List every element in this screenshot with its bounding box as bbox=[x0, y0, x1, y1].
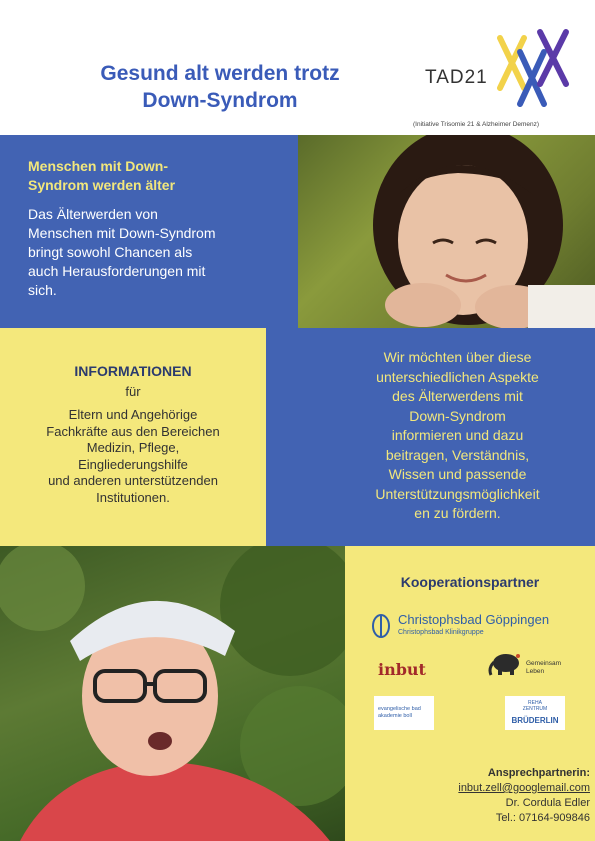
aim-line: des Älterwerdens mit bbox=[392, 388, 523, 404]
info-audience-line: und anderen unterstützenden bbox=[48, 473, 218, 488]
info-audience-line: Eltern und Angehörige bbox=[68, 407, 198, 422]
aim-line: Unterstützungsmöglichkeit bbox=[375, 485, 540, 502]
contact-label: Ansprechpartnerin: bbox=[487, 767, 590, 779]
intro-heading-line: Menschen mit Down- bbox=[28, 158, 169, 174]
evbad-line: evangelische bad bbox=[378, 706, 421, 712]
intro-body-line: Menschen mit Down-Syndrom bbox=[28, 225, 216, 241]
aim-text bbox=[340, 348, 575, 524]
title-line-1: Gesund alt werden trotz bbox=[100, 62, 340, 85]
intro-body-line: sich. bbox=[28, 282, 57, 298]
aim-line: Down-Syndrom bbox=[409, 407, 506, 424]
christophsbad-sub: Christophsbad Klinikgruppe bbox=[398, 629, 484, 636]
intro-heading bbox=[28, 157, 268, 195]
contact-phone: Tel.: 07164-909846 bbox=[495, 812, 590, 824]
aim-line: Wissen und passende bbox=[388, 466, 527, 482]
gemeinsam-line: Gemeinsam bbox=[526, 660, 562, 667]
photo-man bbox=[0, 546, 345, 841]
intro-heading-line: Syndrom werden älter bbox=[28, 177, 176, 193]
aim-line: informieren und dazu bbox=[391, 427, 524, 443]
tad21-xxx-logo-icon bbox=[494, 26, 574, 108]
bruederlin-sub-line: ZENTRUM bbox=[522, 706, 548, 712]
christophsbad-leaf-icon bbox=[370, 613, 392, 639]
page-title bbox=[60, 60, 380, 114]
bruederlin-sub-line: REHA bbox=[528, 700, 542, 706]
contact-block bbox=[345, 766, 590, 826]
aim-line: beitragen, Verständnis, bbox=[385, 446, 530, 463]
info-audience-line: Institutionen. bbox=[96, 489, 170, 505]
logo-text: TAD21 bbox=[425, 67, 488, 88]
gemeinsam-line: Leben bbox=[526, 668, 545, 675]
info-title: INFORMATIONEN bbox=[74, 363, 192, 379]
info-for: für bbox=[125, 384, 141, 399]
inbut-logo: inbut bbox=[378, 660, 426, 679]
christophsbad-name: Christophsbad Göppingen bbox=[398, 612, 550, 627]
photo-woman bbox=[298, 135, 595, 328]
aim-line: Wir möchten über diese bbox=[383, 349, 532, 365]
info-audience-line: Eingliederungshilfe bbox=[78, 456, 188, 472]
intro-body bbox=[28, 205, 278, 300]
info-audience-line: Fachkräfte aus den Bereichen bbox=[46, 423, 220, 439]
intro-body-line: bringt sowohl Chancen als bbox=[28, 244, 193, 260]
logo-subtitle: (Initiative Trisomie 21 & Alzheimer Demenz) bbox=[413, 121, 540, 128]
evbad-line: akademie boll bbox=[378, 713, 412, 719]
aim-line: unterschiedlichen Aspekte bbox=[376, 368, 539, 385]
partners-title: Kooperationspartner bbox=[400, 574, 540, 590]
info-audience-line: Medizin, Pflege, bbox=[86, 440, 180, 455]
intro-body-line: Das Älterwerden von bbox=[28, 206, 158, 222]
photo-man-illustration bbox=[0, 546, 345, 841]
title-line-2: Down-Syndrom bbox=[142, 89, 298, 112]
bruederlin-name: BRÜDERLIN bbox=[511, 716, 559, 725]
aim-line: en zu fördern. bbox=[414, 505, 501, 521]
bruederlin-sub bbox=[505, 700, 565, 712]
intro-body-line: auch Herausforderungen mit bbox=[28, 263, 206, 279]
gemeinsam-leben-logo bbox=[526, 660, 561, 676]
elephant-icon bbox=[488, 650, 524, 676]
contact-name: Dr. Cordula Edler bbox=[505, 797, 590, 809]
photo-woman-illustration bbox=[298, 135, 595, 328]
contact-email-link[interactable]: inbut.zell@googlemail.com bbox=[458, 782, 590, 794]
info-audience-list bbox=[0, 407, 266, 506]
evangelische-akademie-text bbox=[378, 706, 421, 720]
